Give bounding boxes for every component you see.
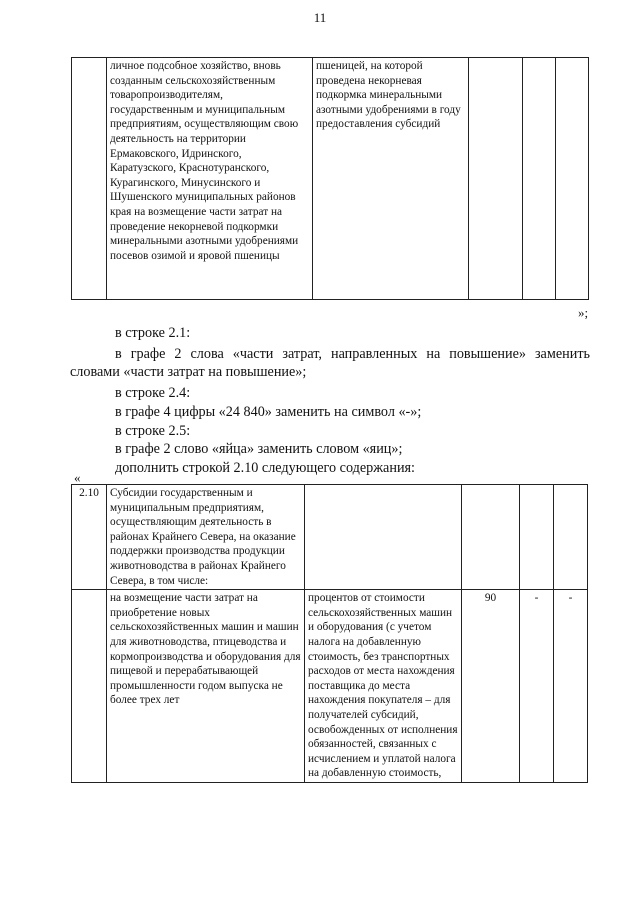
new-row-table [71, 484, 588, 783]
table-cell-empty [520, 485, 554, 590]
table-cell-empty [469, 58, 523, 300]
instruction-line: в графе 4 цифры «24 840» заменить на символ «-»; [115, 404, 422, 420]
instruction-line: дополнить строкой 2.10 следующего содержания: [115, 460, 416, 476]
table-row [72, 485, 588, 590]
opening-quote: « [74, 470, 81, 485]
table-cell-empty [72, 590, 107, 783]
table-row [72, 590, 588, 783]
page-number: 11 [313, 10, 327, 25]
table-cell-dash: - [520, 590, 554, 783]
table-cell-empty [305, 485, 462, 590]
table-cell-unit: пшеницей, на которой проведена некорневая подкормка минеральными азотными удобрениями в году предоставления субсидий [313, 58, 469, 300]
row-number: 2.10 [72, 485, 107, 590]
table-cell-title: Субсидии государственным и муниципальным предприятиям, осуществляющим деятельность в районах Крайнего Севера, на оказание поддержки производства продукции животноводства в районах Крайнего Севера, в том числе: [107, 485, 305, 590]
table-cell-empty [554, 485, 588, 590]
closing-quote: »; [578, 305, 589, 320]
instruction-line: в строке 2.1: [115, 325, 191, 341]
table-cell-empty [556, 58, 589, 300]
table-row [72, 58, 589, 300]
table-cell-rate: 90 [462, 590, 520, 783]
instruction-line: в строке 2.5: [115, 423, 191, 439]
instruction-paragraph: в графе 2 слова «части затрат, направленных на повышение» заменить словами «части затрат на повышение»; [70, 346, 590, 380]
table-cell-empty [462, 485, 520, 590]
continuation-table [71, 57, 589, 300]
table-cell-empty [72, 58, 107, 300]
table-cell-dash: - [554, 590, 588, 783]
table-cell-purpose: на возмещение части затрат на приобретение новых сельскохозяйственных машин и машин для животноводства, птицеводства и кормопроизводства и оборудования для пищевой и перерабатывающей промышленности годом выпуска не более трех лет [107, 590, 305, 783]
instruction-line: в графе 2 слово «яйца» заменить словом «яиц»; [115, 441, 403, 457]
table-cell-empty [523, 58, 556, 300]
table-cell-unit: процентов от стоимости сельскохозяйственных машин и оборудования (с учетом налога на добавленную стоимость, без транспортных расходов от места нахождения поставщика до места нахождения покупателя – для получателей субсидий, освобожденных от исполнения обязанностей, связанных с исчислением и уплатой налога на добавленную стоимость, [305, 590, 462, 783]
instruction-line: в строке 2.4: [115, 385, 191, 401]
table-cell-recipients: личное подсобное хозяйство, вновь созданным сельскохозяйственным товаропроизводителям, государственным и муниципальным предприятиям, осуществляющим свою деятельность на территории Ермаковского, Идринского, Каратузского, Краснотуранского, Курагинского, Минусинского и Шушенского муниципальных районов края на возмещение части затрат на проведение некорневой подкормки минеральными азотными удобрениями посевов озимой и яровой пшеницы [107, 58, 313, 300]
